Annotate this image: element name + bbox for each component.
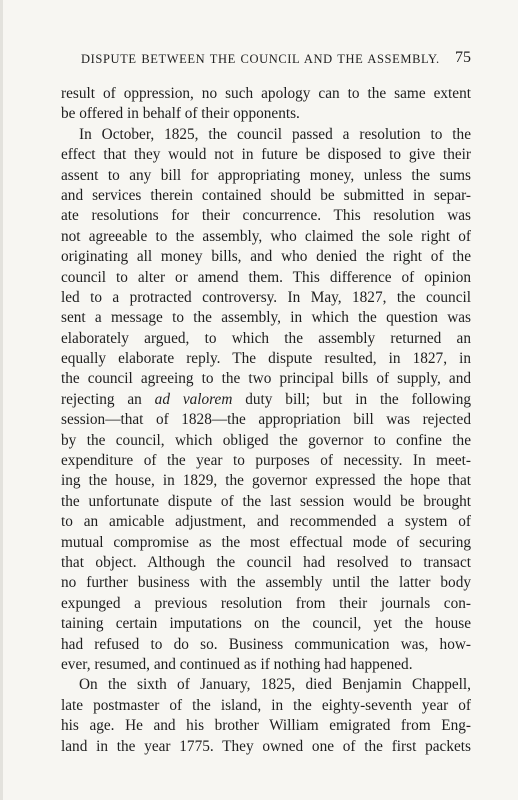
text-line: be offered in behalf of their opponents. bbox=[61, 105, 300, 123]
text-line: not agreeable to the assembly, who claimed the sole right of bbox=[61, 227, 471, 245]
running-title: DISPUTE BETWEEN THE COUNCIL AND THE ASSEMBLY. bbox=[81, 52, 440, 66]
text-line: and services therein contained should be submitted in separ- bbox=[61, 186, 471, 204]
text-line: result of oppression, no such apology can to the same extent bbox=[61, 85, 471, 102]
text-line: ing the house, in 1829, the governor expressed the hope that bbox=[61, 472, 471, 490]
text-line: taining certain imputations on the council, yet the house bbox=[61, 615, 471, 633]
text-line: elaborately argued, to which the assembly returned an bbox=[61, 329, 471, 347]
text-line: land in the year 1775. They owned one of the first packets bbox=[61, 737, 471, 755]
text-line: originating all money bills, and who denied the right of the bbox=[61, 248, 471, 266]
body-text bbox=[61, 84, 471, 757]
running-header bbox=[81, 49, 471, 67]
text-line: his age. He and his brother William emigrated from Eng- bbox=[61, 717, 471, 735]
page-number: 75 bbox=[455, 49, 471, 66]
text-line: mutual compromise as the most effectual mode of securing bbox=[61, 533, 471, 551]
text-line: assent to any bill for appropriating money, unless the sums bbox=[61, 166, 471, 184]
text-line: the unfortunate dispute of the last session would be brought bbox=[61, 492, 471, 510]
text-line: late postmaster of the island, in the eighty-seventh year of bbox=[61, 696, 471, 714]
text-line: ate resolutions for their concurrence. This resolution was bbox=[61, 207, 471, 225]
text-line: On the sixth of January, 1825, died Benjamin Chappell, bbox=[79, 676, 471, 694]
text-line: led to a protracted controversy. In May, 1827, the council bbox=[61, 288, 471, 306]
text-line: expenditure of the year to purposes of necessity. In meet- bbox=[61, 452, 471, 470]
text-line: sent a message to the assembly, in which the question was bbox=[61, 309, 471, 327]
text-line: effect that they would not in future be disposed to give their bbox=[61, 146, 471, 164]
text-line: that object. Although the council had resolved to transact bbox=[61, 553, 471, 571]
italic-phrase: ad valorem bbox=[154, 390, 233, 408]
paragraph bbox=[61, 675, 471, 757]
paragraph bbox=[61, 84, 471, 125]
text-line: no further business with the assembly until the latter body bbox=[61, 574, 471, 592]
text-line: expunged a previous resolution from their journals con- bbox=[61, 594, 471, 612]
text-line: ever, resumed, and continued as if nothing had happened. bbox=[61, 655, 413, 673]
text-line: equally elaborate reply. The dispute resulted, in 1827, in bbox=[61, 350, 471, 368]
text-line: by the council, which obliged the governor to confine the bbox=[61, 431, 471, 449]
text-line: In October, 1825, the council passed a resolution to the bbox=[79, 125, 471, 143]
text-line-with-italic: rejecting an ad valorem duty bill; but in the following bbox=[61, 390, 471, 408]
paragraph bbox=[61, 125, 471, 676]
text-line: session—that of 1828—the appropriation bill was rejected bbox=[61, 411, 471, 429]
text-line: the council agreeing to the two principal bills of supply, and bbox=[61, 370, 471, 388]
text-line: council to alter or amend them. This difference of opinion bbox=[61, 268, 471, 286]
text-line: had refused to do so. Business communication was, how- bbox=[61, 635, 471, 653]
text-line: to an amicable adjustment, and recommended a system of bbox=[61, 513, 471, 531]
